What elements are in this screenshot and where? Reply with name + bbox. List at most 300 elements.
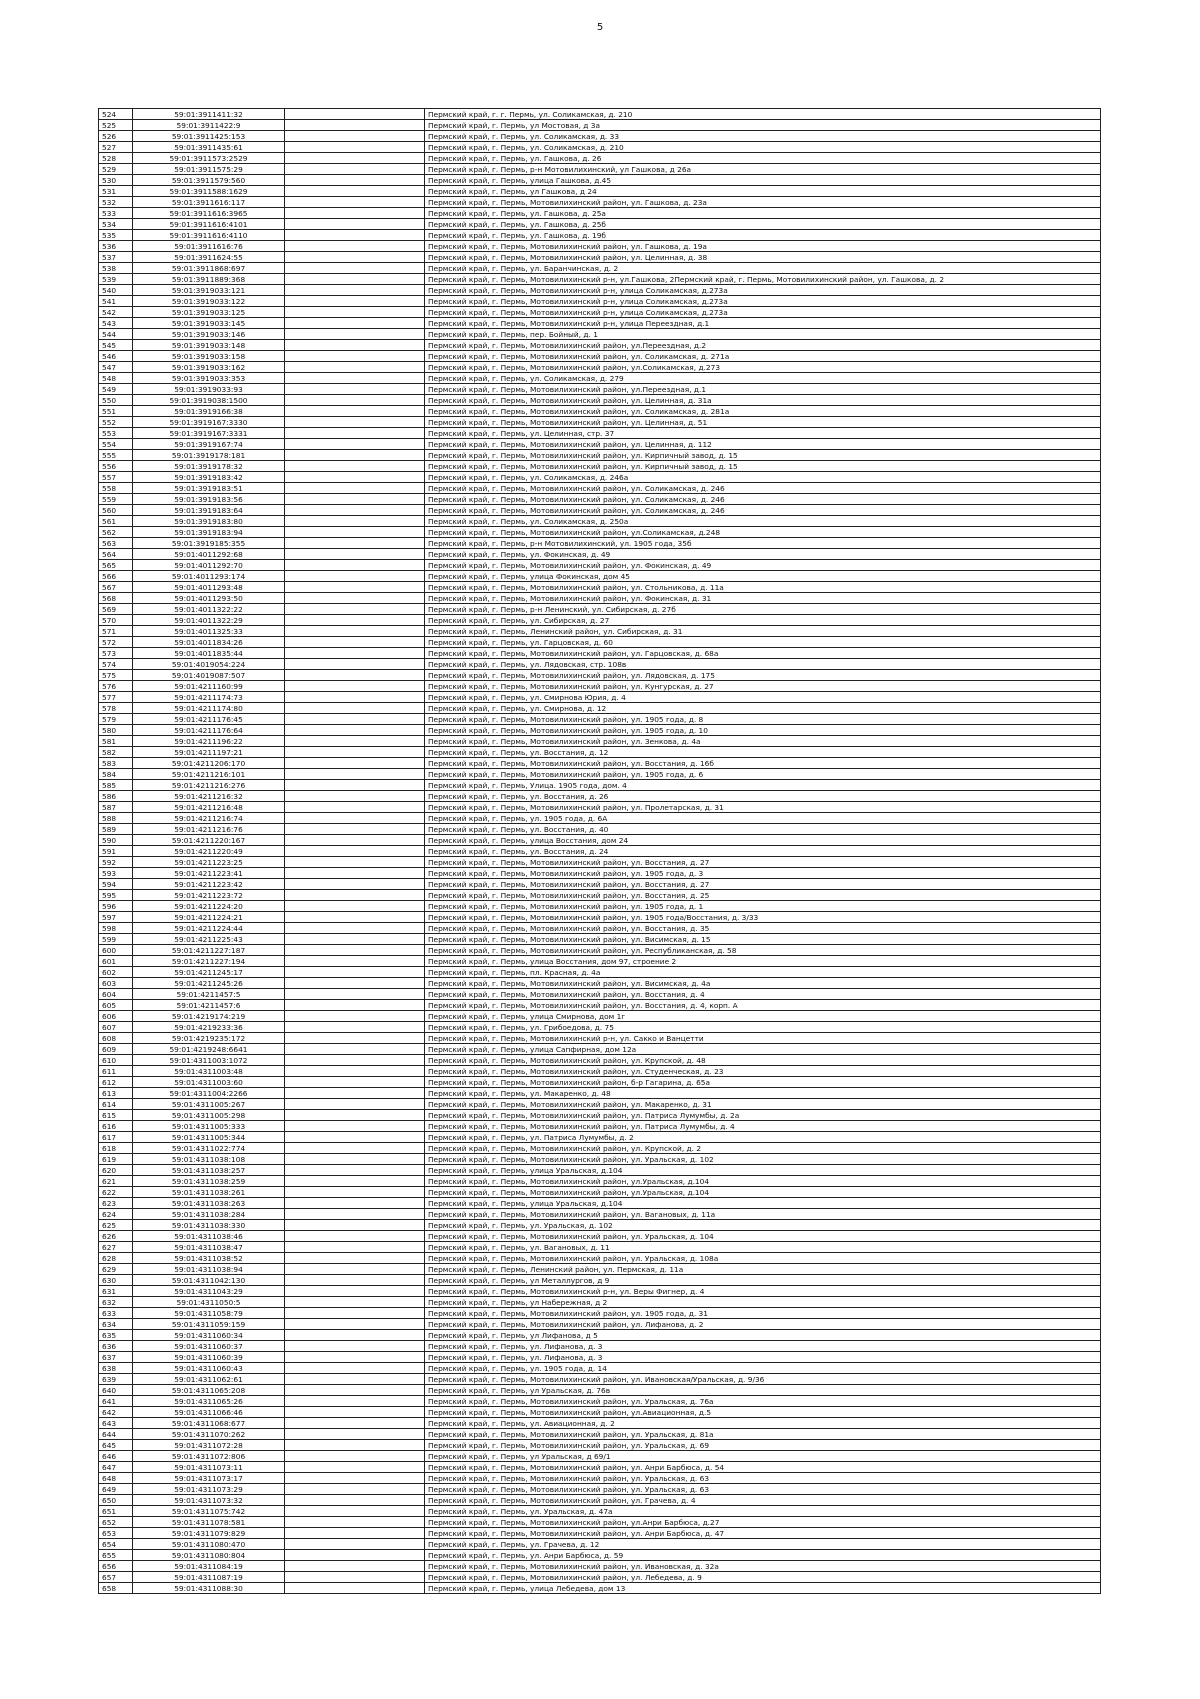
table-row xyxy=(99,1583,1101,1594)
registry-table xyxy=(98,108,1101,1594)
row-number-cell: 649 xyxy=(99,1484,133,1495)
row-number-cell: 596 xyxy=(99,901,133,912)
blank-cell xyxy=(285,439,425,450)
table-row xyxy=(99,1077,1101,1088)
blank-cell xyxy=(285,923,425,934)
address-cell: Пермский край, г. Пермь, р-н Мотовилихинский, ул Гашкова, д 26а xyxy=(425,164,1101,175)
row-number-cell: 558 xyxy=(99,483,133,494)
table-row xyxy=(99,1495,1101,1506)
row-number-cell: 611 xyxy=(99,1066,133,1077)
table-row xyxy=(99,615,1101,626)
cadastral-number-cell: 59:01:4211457:5 xyxy=(133,989,285,1000)
row-number-cell: 652 xyxy=(99,1517,133,1528)
blank-cell xyxy=(285,1484,425,1495)
address-cell: Пермский край, г. Пермь, Мотовилихинский р-н, улица Соликамская, д.273а xyxy=(425,285,1101,296)
address-cell: Пермский край, г. Пермь, улица Фокинская, дом 45 xyxy=(425,571,1101,582)
blank-cell xyxy=(285,637,425,648)
blank-cell xyxy=(285,615,425,626)
address-cell: Пермский край, г. Пермь, Мотовилихинский район, ул. Соликамская, д. 246 xyxy=(425,505,1101,516)
cadastral-number-cell: 59:01:3911425:153 xyxy=(133,131,285,142)
row-number-cell: 645 xyxy=(99,1440,133,1451)
cadastral-number-cell: 59:01:3919033:148 xyxy=(133,340,285,351)
cadastral-number-cell: 59:01:4211223:42 xyxy=(133,879,285,890)
blank-cell xyxy=(285,1242,425,1253)
table-row xyxy=(99,1297,1101,1308)
blank-cell xyxy=(285,1517,425,1528)
table-row xyxy=(99,912,1101,923)
blank-cell xyxy=(285,1000,425,1011)
address-cell: Пермский край, г. Пермь, ул. Целинная, стр. 37 xyxy=(425,428,1101,439)
cadastral-number-cell: 59:01:4211220:167 xyxy=(133,835,285,846)
cadastral-number-cell: 59:01:4219248:6641 xyxy=(133,1044,285,1055)
table-row xyxy=(99,703,1101,714)
address-cell: Пермский край, г. Пермь, ул Лифанова, д 5 xyxy=(425,1330,1101,1341)
blank-cell xyxy=(285,1033,425,1044)
row-number-cell: 632 xyxy=(99,1297,133,1308)
table-row xyxy=(99,417,1101,428)
row-number-cell: 624 xyxy=(99,1209,133,1220)
row-number-cell: 617 xyxy=(99,1132,133,1143)
address-cell: Пермский край, г. Пермь, ул. Гашкова, д. 26 xyxy=(425,153,1101,164)
row-number-cell: 589 xyxy=(99,824,133,835)
blank-cell xyxy=(285,989,425,1000)
table-row xyxy=(99,956,1101,967)
blank-cell xyxy=(285,208,425,219)
address-cell: Пермский край, г. Пермь, ул. Грибоедова, д. 75 xyxy=(425,1022,1101,1033)
table-row xyxy=(99,494,1101,505)
table-row xyxy=(99,1517,1101,1528)
table-row xyxy=(99,758,1101,769)
blank-cell xyxy=(285,1330,425,1341)
table-row xyxy=(99,263,1101,274)
row-number-cell: 636 xyxy=(99,1341,133,1352)
address-cell: Пермский край, г. Пермь, Мотовилихинский район, ул. Целинная, д. 31а xyxy=(425,395,1101,406)
blank-cell xyxy=(285,560,425,571)
blank-cell xyxy=(285,1231,425,1242)
row-number-cell: 657 xyxy=(99,1572,133,1583)
cadastral-number-cell: 59:01:4211223:25 xyxy=(133,857,285,868)
blank-cell xyxy=(285,142,425,153)
blank-cell xyxy=(285,1011,425,1022)
cadastral-number-cell: 59:01:4211224:20 xyxy=(133,901,285,912)
cadastral-number-cell: 59:01:4211245:17 xyxy=(133,967,285,978)
blank-cell xyxy=(285,978,425,989)
table-row xyxy=(99,1429,1101,1440)
address-cell: Пермский край, г. Пермь, ул. Соликамская, д. 33 xyxy=(425,131,1101,142)
cadastral-number-cell: 59:01:4211227:194 xyxy=(133,956,285,967)
table-row xyxy=(99,373,1101,384)
row-number-cell: 556 xyxy=(99,461,133,472)
cadastral-number-cell: 59:01:4211160:99 xyxy=(133,681,285,692)
table-row xyxy=(99,483,1101,494)
blank-cell xyxy=(285,857,425,868)
row-number-cell: 547 xyxy=(99,362,133,373)
blank-cell xyxy=(285,1187,425,1198)
cadastral-number-cell: 59:01:4311080:470 xyxy=(133,1539,285,1550)
cadastral-number-cell: 59:01:4311065:26 xyxy=(133,1396,285,1407)
address-cell: Пермский край, г. Пермь, Мотовилихинский район, ул. 1905 года, д. 8 xyxy=(425,714,1101,725)
address-cell: Пермский край, г. Пермь, Мотовилихинский район, ул. 1905 года, д. 3 xyxy=(425,868,1101,879)
blank-cell xyxy=(285,131,425,142)
blank-cell xyxy=(285,1055,425,1066)
cadastral-number-cell: 59:01:4311003:60 xyxy=(133,1077,285,1088)
cadastral-number-cell: 59:01:4211220:49 xyxy=(133,846,285,857)
row-number-cell: 563 xyxy=(99,538,133,549)
table-row xyxy=(99,285,1101,296)
table-row xyxy=(99,1418,1101,1429)
blank-cell xyxy=(285,175,425,186)
cadastral-number-cell: 59:01:4011834:26 xyxy=(133,637,285,648)
table-row xyxy=(99,241,1101,252)
address-cell: Пермский край, г. Пермь, ул. Анри Барбюса, д. 59 xyxy=(425,1550,1101,1561)
blank-cell xyxy=(285,1286,425,1297)
address-cell: Пермский край, г. Пермь, ул. Восстания, д. 40 xyxy=(425,824,1101,835)
blank-cell xyxy=(285,1418,425,1429)
row-number-cell: 545 xyxy=(99,340,133,351)
address-cell: Пермский край, г. Пермь, Мотовилихинский район, ул.Переездная, д.1 xyxy=(425,384,1101,395)
row-number-cell: 539 xyxy=(99,274,133,285)
address-cell: Пермский край, г. Пермь, улица Гашкова, д.45 xyxy=(425,175,1101,186)
cadastral-number-cell: 59:01:3911868:697 xyxy=(133,263,285,274)
row-number-cell: 638 xyxy=(99,1363,133,1374)
table-row xyxy=(99,450,1101,461)
table-row xyxy=(99,1572,1101,1583)
cadastral-number-cell: 59:01:4011322:29 xyxy=(133,615,285,626)
row-number-cell: 580 xyxy=(99,725,133,736)
blank-cell xyxy=(285,890,425,901)
row-number-cell: 616 xyxy=(99,1121,133,1132)
blank-cell xyxy=(285,252,425,263)
cadastral-number-cell: 59:01:4011325:33 xyxy=(133,626,285,637)
blank-cell xyxy=(285,725,425,736)
cadastral-number-cell: 59:01:4311003:1072 xyxy=(133,1055,285,1066)
cadastral-number-cell: 59:01:3911579:560 xyxy=(133,175,285,186)
cadastral-number-cell: 59:01:4211227:187 xyxy=(133,945,285,956)
page-number: 5 xyxy=(596,22,604,33)
blank-cell xyxy=(285,197,425,208)
cadastral-number-cell: 59:01:4311043:29 xyxy=(133,1286,285,1297)
address-cell: Пермский край, г. Пермь, Мотовилихинский район, ул. Уральская, д. 63 xyxy=(425,1484,1101,1495)
cadastral-number-cell: 59:01:4311038:47 xyxy=(133,1242,285,1253)
table-row xyxy=(99,1044,1101,1055)
table-row xyxy=(99,516,1101,527)
cadastral-number-cell: 59:01:4211197:21 xyxy=(133,747,285,758)
blank-cell xyxy=(285,1352,425,1363)
address-cell: Пермский край, г. Пермь, ул. Соликамская, д. 250а xyxy=(425,516,1101,527)
blank-cell xyxy=(285,153,425,164)
table-row xyxy=(99,1363,1101,1374)
address-cell: Пермский край, г. Пермь, Мотовилихинский район, ул. Висимская, д. 15 xyxy=(425,934,1101,945)
address-cell: Пермский край, г. Пермь, Мотовилихинский район, ул. Кирпичный завод, д. 15 xyxy=(425,450,1101,461)
cadastral-number-cell: 59:01:4311038:94 xyxy=(133,1264,285,1275)
blank-cell xyxy=(285,1176,425,1187)
address-cell: Пермский край, г. Пермь, Мотовилихинский р-н, улица Переездная, д.1 xyxy=(425,318,1101,329)
row-number-cell: 628 xyxy=(99,1253,133,1264)
cadastral-number-cell: 59:01:3919033:145 xyxy=(133,318,285,329)
row-number-cell: 641 xyxy=(99,1396,133,1407)
row-number-cell: 579 xyxy=(99,714,133,725)
table-row xyxy=(99,1231,1101,1242)
blank-cell xyxy=(285,703,425,714)
blank-cell xyxy=(285,747,425,758)
row-number-cell: 565 xyxy=(99,560,133,571)
address-cell: Пермский край, г. Пермь, Мотовилихинский район, ул. Пролетарская, д. 31 xyxy=(425,802,1101,813)
address-cell: Пермский край, г. Пермь, Мотовилихинский район, ул. Целинная, д. 51 xyxy=(425,417,1101,428)
row-number-cell: 622 xyxy=(99,1187,133,1198)
row-number-cell: 574 xyxy=(99,659,133,670)
table-row xyxy=(99,967,1101,978)
blank-cell xyxy=(285,1143,425,1154)
row-number-cell: 613 xyxy=(99,1088,133,1099)
cadastral-number-cell: 59:01:3919183:94 xyxy=(133,527,285,538)
blank-cell xyxy=(285,494,425,505)
address-cell: Пермский край, г. Пермь, Мотовилихинский район, ул. Анри Барбюса, д. 47 xyxy=(425,1528,1101,1539)
blank-cell xyxy=(285,1275,425,1286)
blank-cell xyxy=(285,780,425,791)
cadastral-number-cell: 59:01:3911616:4101 xyxy=(133,219,285,230)
blank-cell xyxy=(285,659,425,670)
address-cell: Пермский край, г. Пермь, Мотовилихинский р-н, улица Соликамская, д.273а xyxy=(425,296,1101,307)
cadastral-number-cell: 59:01:4011293:50 xyxy=(133,593,285,604)
blank-cell xyxy=(285,626,425,637)
row-number-cell: 608 xyxy=(99,1033,133,1044)
table-row xyxy=(99,1440,1101,1451)
cadastral-number-cell: 59:01:4211216:276 xyxy=(133,780,285,791)
row-number-cell: 610 xyxy=(99,1055,133,1066)
table-row xyxy=(99,1264,1101,1275)
blank-cell xyxy=(285,263,425,274)
cadastral-number-cell: 59:01:4311005:267 xyxy=(133,1099,285,1110)
blank-cell xyxy=(285,835,425,846)
table-row xyxy=(99,472,1101,483)
blank-cell xyxy=(285,945,425,956)
address-cell: Пермский край, г. Пермь, Мотовилихинский район, ул. Лебедева, д. 9 xyxy=(425,1572,1101,1583)
table-row xyxy=(99,120,1101,131)
address-cell: Пермский край, г. Пермь, Мотовилихинский район, ул. Восстания, д. 4, корп. А xyxy=(425,1000,1101,1011)
address-cell: Пермский край, г. Пермь, ул. Сибирская, д. 27 xyxy=(425,615,1101,626)
cadastral-number-cell: 59:01:4311084:19 xyxy=(133,1561,285,1572)
row-number-cell: 573 xyxy=(99,648,133,659)
cadastral-number-cell: 59:01:4311038:46 xyxy=(133,1231,285,1242)
blank-cell xyxy=(285,604,425,615)
blank-cell xyxy=(285,307,425,318)
row-number-cell: 623 xyxy=(99,1198,133,1209)
row-number-cell: 619 xyxy=(99,1154,133,1165)
cadastral-number-cell: 59:01:3919033:121 xyxy=(133,285,285,296)
blank-cell xyxy=(285,527,425,538)
table-row xyxy=(99,835,1101,846)
cadastral-number-cell: 59:01:3911573:2529 xyxy=(133,153,285,164)
cadastral-number-cell: 59:01:3919038:1500 xyxy=(133,395,285,406)
row-number-cell: 525 xyxy=(99,120,133,131)
cadastral-number-cell: 59:01:4211224:44 xyxy=(133,923,285,934)
address-cell: Пермский край, г. Пермь, Мотовилихинский р-н, ул.Гашкова, 2Пермский край, г. Пермь, Мотовилихинский район, ул. Гашкова, д. 2 xyxy=(425,274,1101,285)
address-cell: Пермский край, г. Пермь, ул. Лифанова, д. 3 xyxy=(425,1352,1101,1363)
cadastral-number-cell: 59:01:4311038:284 xyxy=(133,1209,285,1220)
cadastral-number-cell: 59:01:4311058:79 xyxy=(133,1308,285,1319)
cadastral-number-cell: 59:01:4311072:28 xyxy=(133,1440,285,1451)
address-cell: Пермский край, г. Пермь, Мотовилихинский район, ул. Уральская, д. 108а xyxy=(425,1253,1101,1264)
table-row xyxy=(99,1330,1101,1341)
address-cell: Пермский край, г. Пермь, Мотовилихинский район, ул.Соликамская, д.248 xyxy=(425,527,1101,538)
table-row xyxy=(99,252,1101,263)
row-number-cell: 524 xyxy=(99,109,133,120)
address-cell: Пермский край, г. Пермь, пл. Красная, д. 4а xyxy=(425,967,1101,978)
address-cell: Пермский край, г. Пермь, Мотовилихинский район, ул. Гашкова, д. 19а xyxy=(425,241,1101,252)
table-row xyxy=(99,351,1101,362)
blank-cell xyxy=(285,1165,425,1176)
address-cell: Пермский край, г. Пермь, Мотовилихинский район, ул. 1905 года/Восстания, д. 3/33 xyxy=(425,912,1101,923)
blank-cell xyxy=(285,1132,425,1143)
table-row xyxy=(99,989,1101,1000)
cadastral-number-cell: 59:01:4219235:172 xyxy=(133,1033,285,1044)
table-row xyxy=(99,230,1101,241)
blank-cell xyxy=(285,1110,425,1121)
table-row xyxy=(99,1033,1101,1044)
row-number-cell: 658 xyxy=(99,1583,133,1594)
cadastral-number-cell: 59:01:4311066:46 xyxy=(133,1407,285,1418)
address-cell: Пермский край, г. Пермь, Мотовилихинский район, ул. Фокинская, д. 31 xyxy=(425,593,1101,604)
address-cell: Пермский край, г. Пермь, Мотовилихинский район, б-р Гагарина, д. 65а xyxy=(425,1077,1101,1088)
address-cell: Пермский край, г. Пермь, ул. Гашкова, д. 25б xyxy=(425,219,1101,230)
row-number-cell: 552 xyxy=(99,417,133,428)
address-cell: Пермский край, г. Пермь, Мотовилихинский р-н, ул. Сакко и Ванцетти xyxy=(425,1033,1101,1044)
row-number-cell: 621 xyxy=(99,1176,133,1187)
blank-cell xyxy=(285,967,425,978)
cadastral-number-cell: 59:01:3911616:3965 xyxy=(133,208,285,219)
cadastral-number-cell: 59:01:4011292:68 xyxy=(133,549,285,560)
address-cell: Пермский край, г. Пермь, ул. Восстания, д. 26 xyxy=(425,791,1101,802)
row-number-cell: 597 xyxy=(99,912,133,923)
blank-cell xyxy=(285,461,425,472)
table-row xyxy=(99,1352,1101,1363)
address-cell: Пермский край, г. Пермь, ул Гашкова, д 24 xyxy=(425,186,1101,197)
row-number-cell: 562 xyxy=(99,527,133,538)
row-number-cell: 644 xyxy=(99,1429,133,1440)
blank-cell xyxy=(285,1528,425,1539)
cadastral-number-cell: 59:01:3911588:1629 xyxy=(133,186,285,197)
table-row xyxy=(99,560,1101,571)
table-row xyxy=(99,1220,1101,1231)
address-cell: Пермский край, г. Пермь, Мотовилихинский район, ул. Лифанова, д. 2 xyxy=(425,1319,1101,1330)
address-cell: Пермский край, г. Пермь, ул. Вагановых, д. 11 xyxy=(425,1242,1101,1253)
address-cell: Пермский край, г. Пермь, улица Смирнова, дом 1г xyxy=(425,1011,1101,1022)
address-cell: Пермский край, г. Пермь, Мотовилихинский район, ул. Гарцовская, д. 68а xyxy=(425,648,1101,659)
cadastral-number-cell: 59:01:3911624:55 xyxy=(133,252,285,263)
table-row xyxy=(99,1451,1101,1462)
table-row xyxy=(99,1484,1101,1495)
row-number-cell: 576 xyxy=(99,681,133,692)
address-cell: Пермский край, г. Пермь, Мотовилихинский район, ул. Уральская, д. 69 xyxy=(425,1440,1101,1451)
table-row xyxy=(99,659,1101,670)
blank-cell xyxy=(285,1220,425,1231)
blank-cell xyxy=(285,670,425,681)
row-number-cell: 537 xyxy=(99,252,133,263)
table-row xyxy=(99,197,1101,208)
table-row xyxy=(99,934,1101,945)
address-cell: Пермский край, г. Пермь, Мотовилихинский район, ул. Соликамская, д. 246 xyxy=(425,494,1101,505)
row-number-cell: 568 xyxy=(99,593,133,604)
cadastral-number-cell: 59:01:4219233:36 xyxy=(133,1022,285,1033)
blank-cell xyxy=(285,1396,425,1407)
cadastral-number-cell: 59:01:4311073:17 xyxy=(133,1473,285,1484)
blank-cell xyxy=(285,934,425,945)
address-cell: Пермский край, г. Пермь, пер. Бойный, д. 1 xyxy=(425,329,1101,340)
row-number-cell: 557 xyxy=(99,472,133,483)
table-row xyxy=(99,406,1101,417)
row-number-cell: 585 xyxy=(99,780,133,791)
cadastral-number-cell: 59:01:4211216:76 xyxy=(133,824,285,835)
row-number-cell: 572 xyxy=(99,637,133,648)
cadastral-number-cell: 59:01:4011322:22 xyxy=(133,604,285,615)
address-cell: Пермский край, г. Пермь, Мотовилихинский район, ул. Крупской, д. 48 xyxy=(425,1055,1101,1066)
row-number-cell: 569 xyxy=(99,604,133,615)
cadastral-number-cell: 59:01:4311073:32 xyxy=(133,1495,285,1506)
cadastral-number-cell: 59:01:3919178:181 xyxy=(133,450,285,461)
address-cell: Пермский край, г. Пермь, Мотовилихинский район, ул. Студенческая, д. 23 xyxy=(425,1066,1101,1077)
address-cell: Пермский край, г. Пермь, ул. Баранчинская, д. 2 xyxy=(425,263,1101,274)
table-row xyxy=(99,274,1101,285)
row-number-cell: 536 xyxy=(99,241,133,252)
address-cell: Пермский край, г. Пермь, Мотовилихинский район, ул. Кирпичный завод, д. 15 xyxy=(425,461,1101,472)
blank-cell xyxy=(285,692,425,703)
address-cell: Пермский край, г. Пермь, ул. 1905 года, д. 14 xyxy=(425,1363,1101,1374)
cadastral-number-cell: 59:01:3919033:122 xyxy=(133,296,285,307)
blank-cell xyxy=(285,230,425,241)
address-cell: Пермский край, г. Пермь, ул. Лифанова, д. 3 xyxy=(425,1341,1101,1352)
table-row xyxy=(99,1473,1101,1484)
blank-cell xyxy=(285,912,425,923)
cadastral-number-cell: 59:01:3911435:61 xyxy=(133,142,285,153)
cadastral-number-cell: 59:01:4311003:48 xyxy=(133,1066,285,1077)
table-row xyxy=(99,1165,1101,1176)
address-cell: Пермский край, г. Пермь, ул Уральская, д 69/1 xyxy=(425,1451,1101,1462)
table-row xyxy=(99,1550,1101,1561)
address-cell: Пермский край, г. Пермь, Мотовилихинский район, ул. Уральская, д. 81а xyxy=(425,1429,1101,1440)
row-number-cell: 538 xyxy=(99,263,133,274)
cadastral-number-cell: 59:01:4311042:130 xyxy=(133,1275,285,1286)
cadastral-number-cell: 59:01:4011835:44 xyxy=(133,648,285,659)
cadastral-number-cell: 59:01:4211216:101 xyxy=(133,769,285,780)
address-cell: Пермский край, г. Пермь, ул. Гашкова, д. 25а xyxy=(425,208,1101,219)
row-number-cell: 612 xyxy=(99,1077,133,1088)
table-row xyxy=(99,439,1101,450)
address-cell: Пермский край, г. Пермь, ул. Смирнова Юрия, д. 4 xyxy=(425,692,1101,703)
table-row xyxy=(99,868,1101,879)
row-number-cell: 533 xyxy=(99,208,133,219)
address-cell: Пермский край, г. Пермь, Мотовилихинский район, ул.Авиационная, д.5 xyxy=(425,1407,1101,1418)
table-row xyxy=(99,549,1101,560)
row-number-cell: 551 xyxy=(99,406,133,417)
blank-cell xyxy=(285,956,425,967)
cadastral-number-cell: 59:01:4311038:263 xyxy=(133,1198,285,1209)
address-cell: Пермский край, г. Пермь, ул. Восстания, д. 12 xyxy=(425,747,1101,758)
cadastral-number-cell: 59:01:3919033:93 xyxy=(133,384,285,395)
row-number-cell: 629 xyxy=(99,1264,133,1275)
blank-cell xyxy=(285,1099,425,1110)
address-cell: Пермский край, г. Пермь, ул. Смирнова, д. 12 xyxy=(425,703,1101,714)
table-row xyxy=(99,538,1101,549)
blank-cell xyxy=(285,901,425,912)
row-number-cell: 609 xyxy=(99,1044,133,1055)
address-cell: Пермский край, г. Пермь, ул. Уральская, д. 102 xyxy=(425,1220,1101,1231)
row-number-cell: 637 xyxy=(99,1352,133,1363)
blank-cell xyxy=(285,1066,425,1077)
blank-cell xyxy=(285,318,425,329)
blank-cell xyxy=(285,538,425,549)
cadastral-number-cell: 59:01:4211223:41 xyxy=(133,868,285,879)
table-row xyxy=(99,1022,1101,1033)
